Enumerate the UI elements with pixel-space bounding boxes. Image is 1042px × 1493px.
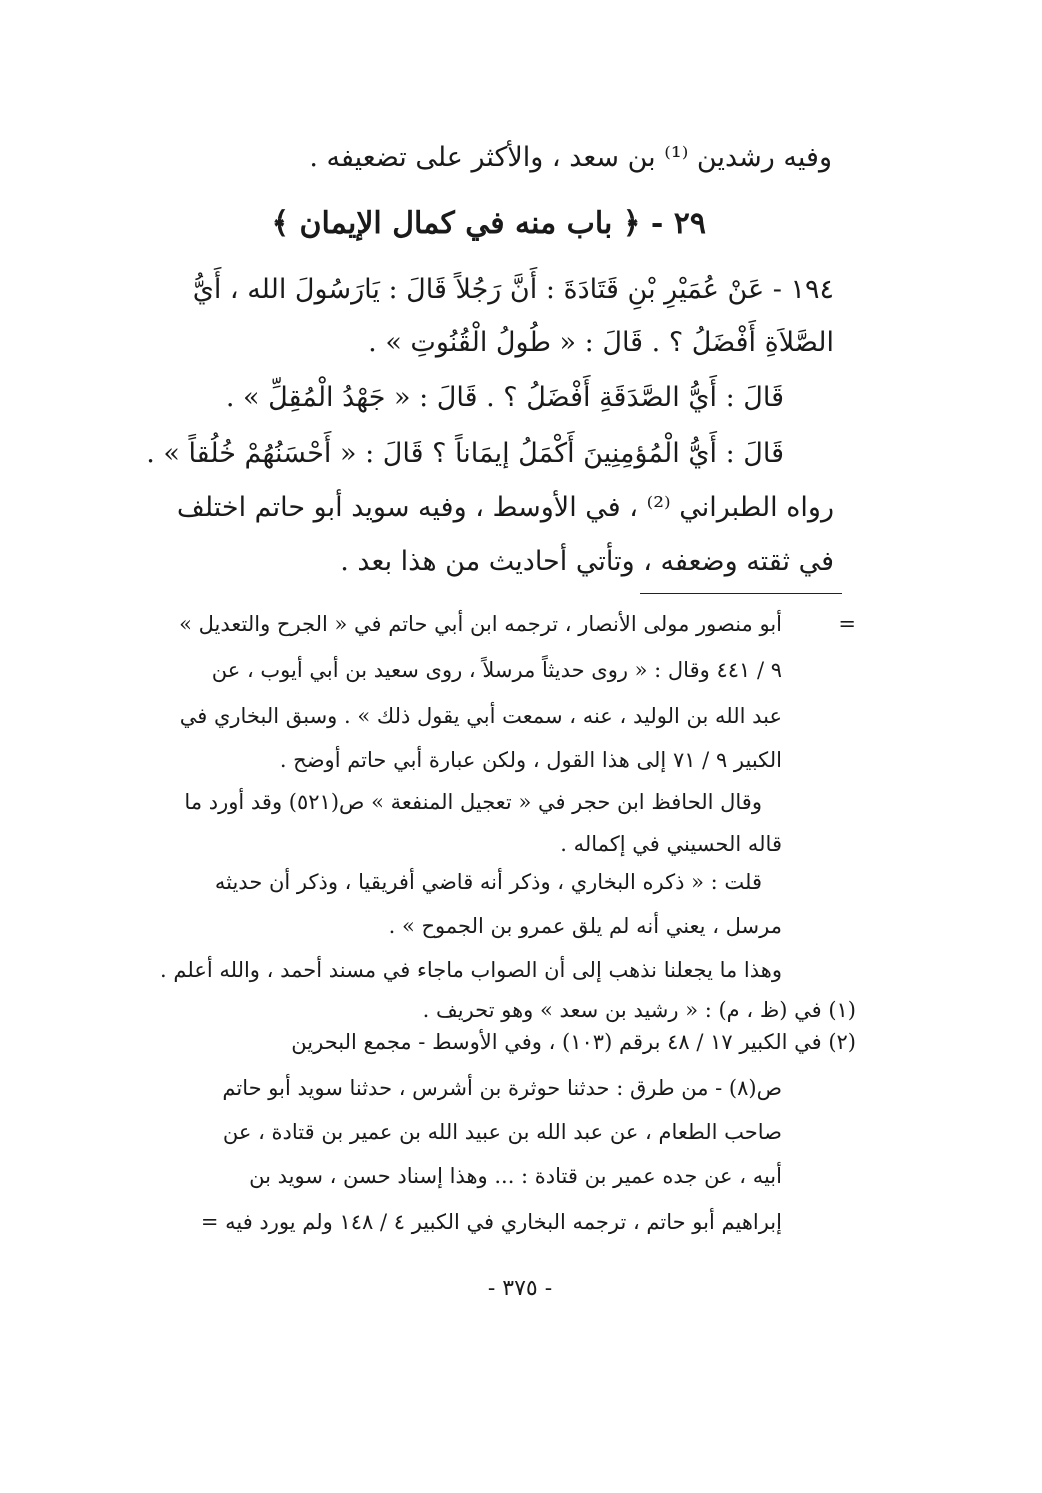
continuation-mark: =	[838, 612, 856, 636]
footnote-line: مرسل ، يعني أنه لم يلق عمرو بن الجموح » .	[388, 914, 782, 938]
footnote-line: أبو منصور مولى الأنصار ، ترجمه ابن أبي حاتم في « الجرح والتعديل »	[179, 612, 782, 636]
footnote-line: أبيه ، عن جده عمير بن قتادة : ... وهذا إسناد حسن ، سويد بن	[249, 1164, 782, 1188]
hadith-line: رواه الطبراني ⁽²⁾ ، في الأوسط ، وفيه سويد أبو حاتم اختلف	[176, 492, 834, 523]
footnote-1: (١) في (ظ ، م) : « رشيد بن سعد » وهو تحريف .	[422, 998, 856, 1022]
hadith-line: ١٩٤ - عَنْ عُمَيْرِ بْنِ قَتَادَةَ : أَنَّ رَجُلاً قَالَ : يَارَسُولَ الله ، أَيُّ	[192, 274, 834, 305]
footnote-line: صاحب الطعام ، عن عبد الله بن عبيد الله بن عمير بن قتادة ، عن	[222, 1120, 782, 1144]
footnote-line: الكبير ٩ / ٧١ إلى هذا القول ، ولكن عبارة أبي حاتم أوضح .	[279, 748, 782, 772]
chapter-title: ٢٩ - ﴿ باب منه في كمال الإيمان ﴾	[271, 206, 706, 241]
footnote-line: وقال الحافظ ابن حجر في « تعجيل المنفعة » ص(٥٢١) وقد أورد ما	[184, 790, 762, 814]
footnote-line: إبراهيم أبو حاتم ، ترجمه البخاري في الكبير ٤ / ١٤٨ ولم يورد فيه =	[200, 1210, 782, 1234]
footnote-line: وهذا ما يجعلنا نذهب إلى أن الصواب ماجاء في مسند أحمد ، والله أعلم .	[160, 958, 782, 982]
footnote-line: قلت : « ذكره البخاري ، وذكر أنه قاضي أفريقيا ، وذكر أن حديثه	[214, 870, 762, 894]
hadith-line: قَالَ : أَيُّ الصَّدَقَةِ أَفْضَلُ ؟ . قَالَ : « جَهْدُ الْمُقِلِّ » .	[225, 382, 784, 413]
hadith-line: قَالَ : أَيُّ الْمُؤمِنِينَ أَكْمَلُ إيمَاناً ؟ قَالَ : « أَحْسَنُهُمْ خُلُقاً » .	[146, 438, 784, 469]
hadith-line: في ثقته وضعفه ، وتأتي أحاديث من هذا بعد .	[340, 546, 834, 577]
footnote-line: ٩ / ٤٤١ وقال : « روى حديثاً مرسلاً ، روى سعيد بن أبي أيوب ، عن	[211, 658, 782, 682]
footnote-line: عبد الله بن الوليد ، عنه ، سمعت أبي يقول ذلك » . وسبق البخاري في	[179, 704, 782, 728]
intro-line: وفيه رشدين ⁽¹⁾ بن سعد ، والأكثر على تضعيفه .	[309, 142, 832, 173]
hadith-line: الصَّلاَةِ أَفْضَلُ ؟ . قَالَ : « طُولُ الْقُنُوتِ » .	[368, 327, 834, 358]
footnote-line: قاله الحسيني في إكماله .	[560, 832, 782, 856]
footnote-line: ص(٨) - من طرق : حدثنا حوثرة بن أشرس ، حدثنا سويد أبو حاتم	[222, 1076, 782, 1100]
page-number: - ٣٧٥ -	[487, 1276, 553, 1301]
footnote-2: (٢) في الكبير ١٧ / ٤٨ برقم (١٠٣) ، وفي الأوسط - مجمع البحرين	[291, 1030, 856, 1054]
footnote-separator	[640, 593, 842, 594]
